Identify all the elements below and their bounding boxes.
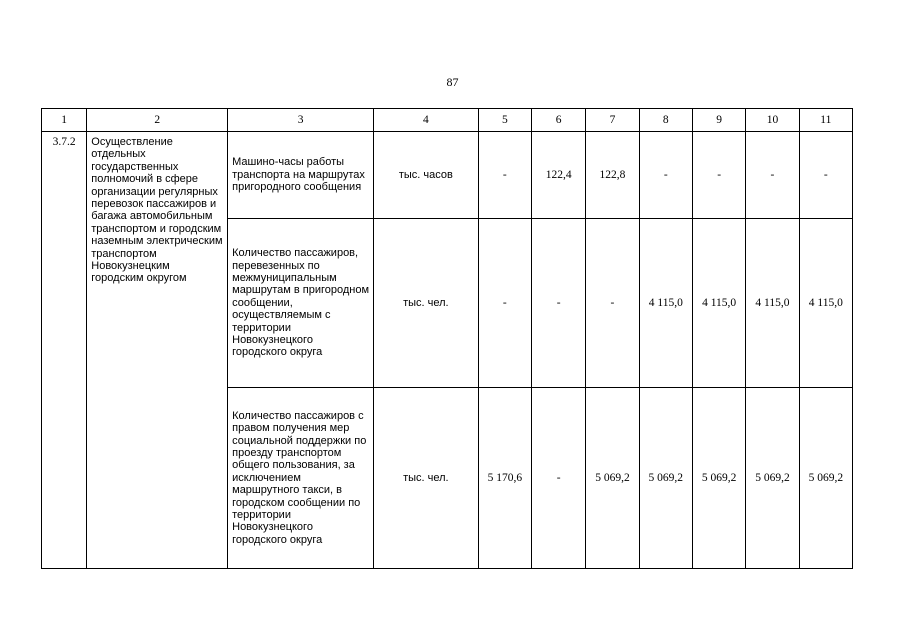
column-number: 7: [586, 109, 639, 132]
value-cell: -: [746, 132, 799, 219]
column-number: 9: [692, 109, 745, 132]
table-row: [42, 132, 853, 219]
indicator-name: Количество пассажиров, перевезенных по межмуниципальным маршрутам в пригородном сообщении, осуществляемым с территории Новокузнецкого городского округа: [228, 219, 374, 388]
column-number: 8: [639, 109, 692, 132]
value-cell: 122,4: [531, 132, 585, 219]
unit-cell: тыс. часов: [374, 132, 479, 219]
column-number: 3: [228, 109, 374, 132]
column-number: 4: [374, 109, 479, 132]
unit-cell: тыс. чел.: [374, 388, 479, 569]
value-cell: -: [586, 219, 639, 388]
value-cell: 5 069,2: [799, 388, 852, 569]
column-number: 10: [746, 109, 799, 132]
column-number: 11: [799, 109, 852, 132]
value-cell: 5 069,2: [586, 388, 639, 569]
value-cell: -: [478, 219, 531, 388]
value-cell: -: [799, 132, 852, 219]
column-number: 2: [87, 109, 228, 132]
indicator-name: Машино-часы работы транспорта на маршрутах пригородного сообщения: [228, 132, 374, 219]
page-number: 87: [446, 75, 459, 89]
value-cell: 5 069,2: [746, 388, 799, 569]
unit-cell: тыс. чел.: [374, 219, 479, 388]
value-cell: 5 069,2: [692, 388, 745, 569]
value-cell: -: [639, 132, 692, 219]
column-number: 6: [531, 109, 585, 132]
value-cell: 5 069,2: [639, 388, 692, 569]
value-cell: 4 115,0: [692, 219, 745, 388]
value-cell: -: [692, 132, 745, 219]
item-description: Осуществление отдельных государственных полномочий в сфере организации регулярных перевозок пассажиров и багажа автомобильным транспортом и городским наземным электрическим транспортом Новокузнецким городским округом: [87, 132, 228, 569]
column-number: 5: [478, 109, 531, 132]
value-cell: 4 115,0: [746, 219, 799, 388]
value-cell: 5 170,6: [478, 388, 531, 569]
value-cell: 4 115,0: [799, 219, 852, 388]
indicators-table: [41, 108, 853, 569]
column-number: 1: [42, 109, 87, 132]
item-code: 3.7.2: [42, 132, 87, 569]
value-cell: -: [531, 388, 585, 569]
column-number-row: [42, 109, 853, 132]
value-cell: -: [531, 219, 585, 388]
value-cell: 122,8: [586, 132, 639, 219]
value-cell: 4 115,0: [639, 219, 692, 388]
value-cell: -: [478, 132, 531, 219]
indicator-name: Количество пассажиров с правом получения мер социальной поддержки по проезду транспортом общего пользования, за исключением маршрутного такси, в городском сообщении по территории Новокузнецкого городского округа: [228, 388, 374, 569]
